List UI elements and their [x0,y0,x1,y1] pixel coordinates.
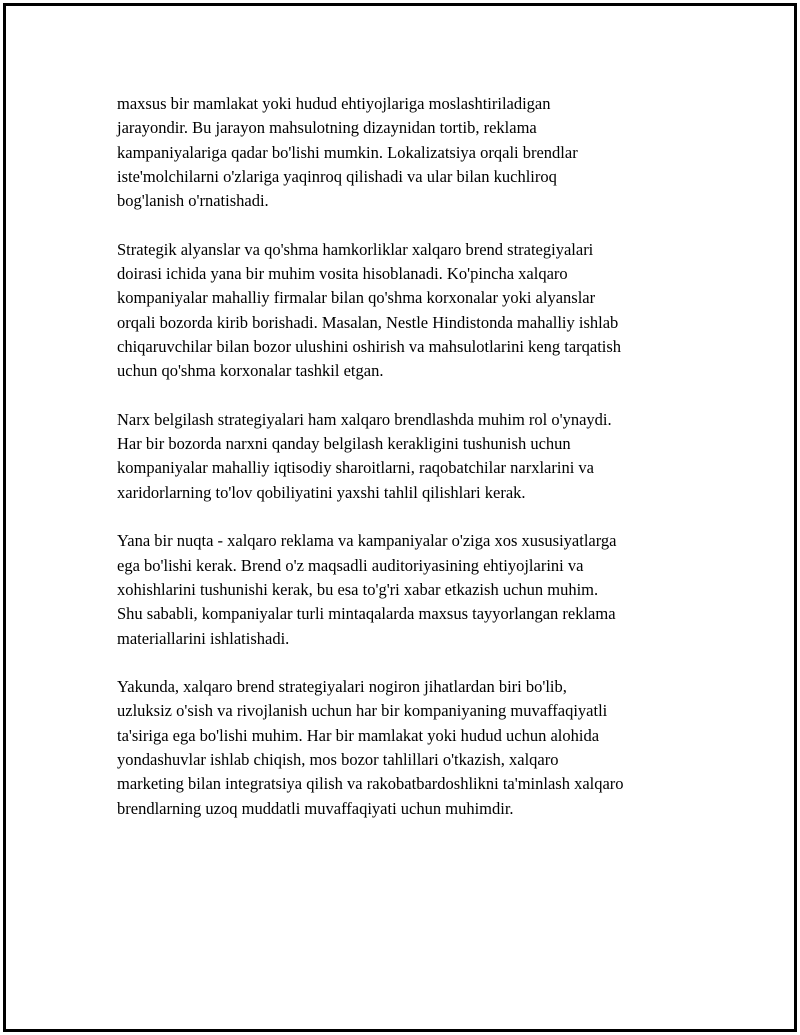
text-line: uchun qo'shma korxonalar tashkil etgan. [117,361,384,381]
text-line: Har bir bozorda narxni qanday belgilash kerakligini tushunish uchun [117,434,571,454]
paragraph-localization [117,92,697,213]
text-line: ega bo'lishi kerak. Brend o'z maqsadli auditoriyasining ehtiyojlarini va [117,555,584,575]
text-line: bog'lanish o'rnatishadi. [117,191,269,211]
text-line: Yakunda, xalqaro brend strategiyalari nogiron jihatlardan biri bo'lib, [117,677,567,697]
text-line: Shu sababli, kompaniyalar turli mintaqalarda maxsus tayyorlangan reklama [117,604,616,624]
text-line: chiqaruvchilar bilan bozor ulushini oshirish va mahsulotlarini keng tarqatish [117,336,622,356]
text-line: brendlarning uzoq muddatli muvaffaqiyati uchun muhimdir. [117,798,514,818]
document-body [117,92,697,845]
text-line: uzluksiz o'sish va rivojlanish uchun har bir kompaniyaning muvaffaqiyatli [117,701,608,721]
text-line: maxsus bir mamlakat yoki hudud ehtiyojlariga moslashtiriladigan [117,94,551,113]
text-line: Narx belgilash strategiyalari ham xalqaro brendlashda muhim rol o'ynaydi. [117,409,612,429]
text-line: ta'siriga ega bo'lishi muhim. Har bir mamlakat yoki hudud uchun alohida [117,725,600,745]
text-line: jarayondir. Bu jarayon mahsulotning dizaynidan tortib, reklama [117,118,537,138]
text-line: materiallarini ishlatishadi. [117,628,290,648]
text-line: kompaniyalar mahalliy firmalar bilan qo'shma korxonalar yoki alyanslar [117,288,596,308]
text-line: xohishlarini tushunishi kerak, bu esa to'g'ri xabar etkazish uchun muhim. [117,579,599,599]
text-line: Yana bir nuqta - xalqaro reklama va kampaniyalar o'ziga xos xususiyatlarga [117,531,617,551]
text-line: orqali bozorda kirib borishadi. Masalan, Nestle Hindistonda mahalliy ishlab [117,312,619,332]
text-line: kompaniyalar mahalliy iqtisodiy sharoitlarni, raqobatchilar narxlarini va [117,458,594,478]
text-line: doirasi ichida yana bir muhim vosita hisoblanadi. Ko'pincha xalqaro [117,264,568,284]
text-line: xaridorlarning to'lov qobiliyatini yaxshi tahlil qilishlari kerak. [117,482,526,502]
paragraph-pricing [117,408,697,505]
text-line: iste'molchilarni o'zlariga yaqinroq qilishadi va ular bilan kuchliroq [117,166,557,186]
text-line: Strategik alyanslar va qo'shma hamkorliklar xalqaro brend strategiyalari [117,239,594,259]
paragraph-advertising [117,529,697,650]
paragraph-strategic-alliances [117,238,697,384]
text-line: kampaniyalariga qadar bo'lishi mumkin. Lokalizatsiya orqali brendlar [117,142,578,162]
paragraph-conclusion [117,675,697,821]
text-line: yondashuvlar ishlab chiqish, mos bozor tahlillari o'tkazish, xalqaro [117,750,559,770]
text-line: marketing bilan integratsiya qilish va rakobatbardoshlikni ta'minlash xalqaro [117,774,624,794]
